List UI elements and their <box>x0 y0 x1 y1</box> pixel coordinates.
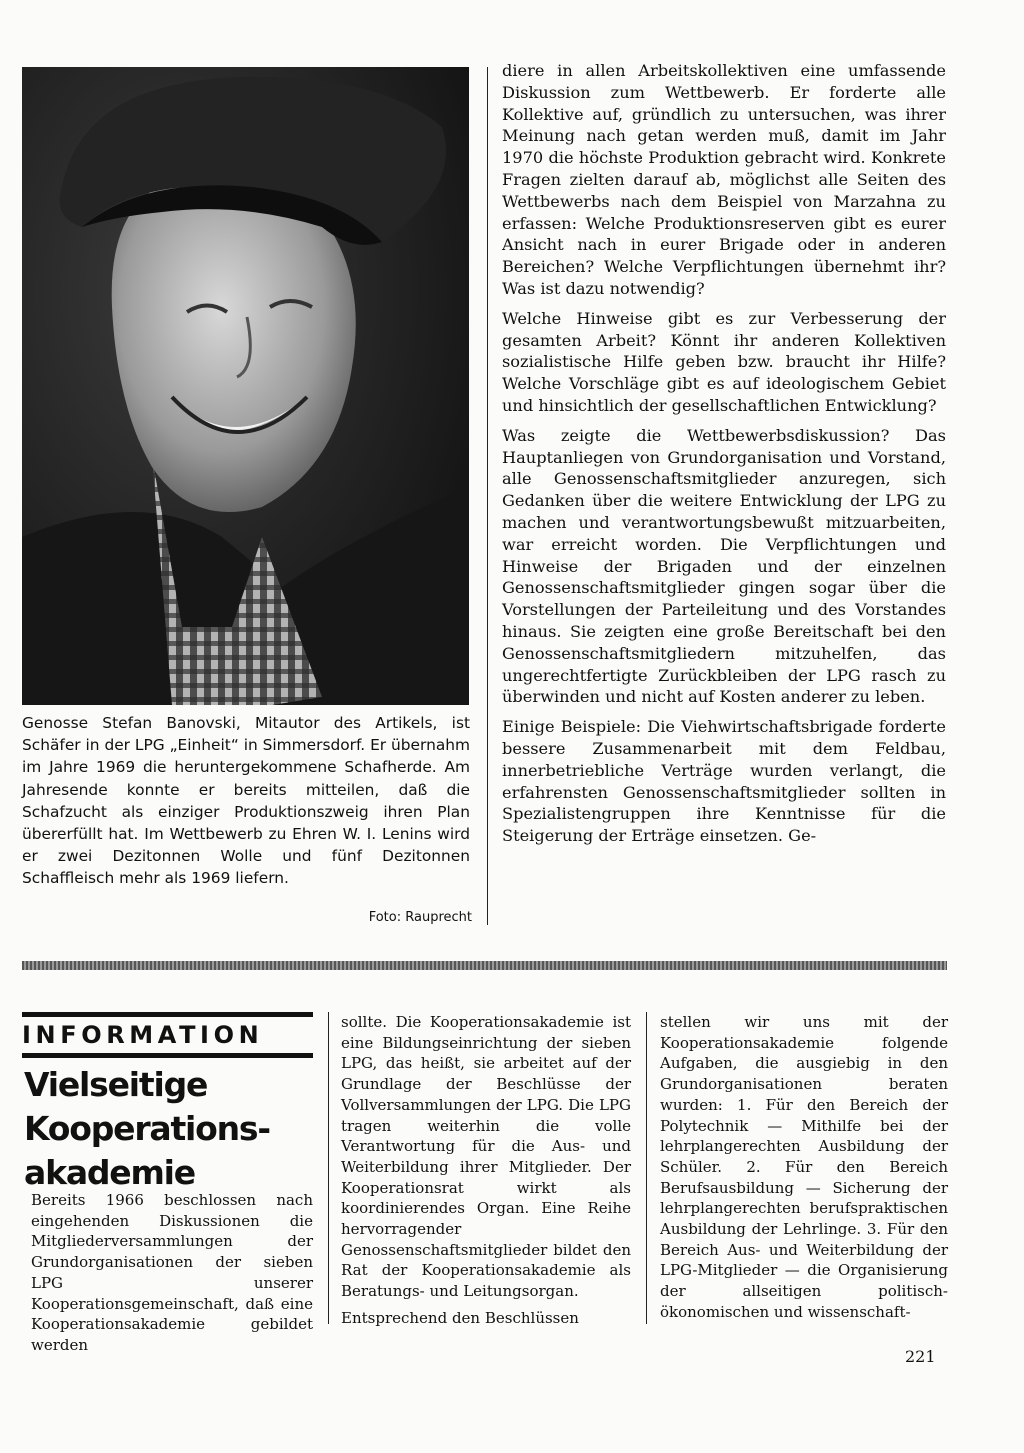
info-column-2 <box>341 1012 631 1335</box>
column-divider <box>328 1012 329 1324</box>
info-paragraph: Bereits 1966 beschlossen nach eingehenden Diskussionen die Mitgliederversammlungen der Grundorganisationen der sieben LPG unserer Kooperationsgemeinschaft, daß eine Kooperationsakademie gebildet werden <box>31 1191 313 1354</box>
article-paragraph: Welche Hinweise gibt es zur Verbesserung der gesamten Arbeit? Könnt ihr anderen Kollektiven sozialistische Hilfe geben bzw. braucht ihr Hilfe? Welche Vorschläge gibt es auf ideologischem Gebiet und hinsichtlich der gesellschaftlichen Entwicklung? <box>502 308 946 415</box>
headline-line: Vielseitige <box>24 1065 208 1104</box>
photo-caption-text: Genosse Stefan Banovski, Mitautor des Artikels, ist Schäfer in der LPG „Einheit“ in Simmersdorf. Er übernahm im Jahre 1969 die heruntergekommene Schafherde. Am Jahresende konnte er bereits mitteilen, daß die Schafzucht als einziger Produktionszweig ihren Plan übererfüllt hat. Im Wettbewerb zu Ehren W. I. Lenins wird er zwei Dezitonnen Wolle und fünf Dezitonnen Schaffleisch mehr als 1969 liefern. <box>22 714 470 888</box>
article-paragraph: Einige Beispiele: Die Viehwirtschaftsbrigade forderte bessere Zusammenarbeit mit dem Feldbau, innerbetriebliche Verträge wurden verlangt, die erfahrensten Genossenschaftsmitglieder sollten in Spezialistengruppen ihre Kenntnisse für die Steigerung der Erträge einsetzen. Ge- <box>502 717 946 846</box>
info-paragraph: sollte. Die Kooperationsakademie ist eine Bildungseinrichtung der sieben LPG, das heißt, sie arbeitet auf der Grundlage der Beschlüsse der Vollversammlungen der LPG. Die LPG tragen weiterhin die volle Verantwortung für die Aus- und Weiterbildung ihrer Mitglieder. Der Kooperationsrat wirkt als koordinierendes Organ. Eine Reihe hervorragender Genossenschaftsmitglieder bildet den Rat der Kooperationsakademie als Beratungs- und Leitungsorgan. <box>341 1013 631 1301</box>
info-column-1 <box>31 1190 313 1362</box>
section-separator <box>22 961 947 970</box>
column-divider-top <box>487 67 488 925</box>
info-paragraph: Entsprechend den Beschlüssen <box>341 1308 579 1327</box>
article-column <box>502 60 946 855</box>
information-label: INFORMATION <box>22 1012 313 1058</box>
info-column-3 <box>660 1012 948 1329</box>
column-divider <box>646 1012 647 1324</box>
info-paragraph: stellen wir uns mit der Kooperationsakademie folgende Aufgaben, die ausgiebig in den Grundorganisationen beraten wurden: 1. Für den Bereich der Polytechnik — Mithilfe bei der lehrplangerechten Ausbildung der Schüler. 2. Für den Bereich Berufsausbildung — Sicherung der lehrplangerechten berufspraktischen Ausbildung der Lehrlinge. 3. Für den Bereich Aus- und Weiterbildung der LPG-Mitglieder — die Organisierung der allseitigen politisch-ökonomischen und wissenschaft- <box>660 1013 948 1321</box>
article-paragraph: Was zeigte die Wettbewerbsdiskussion? Das Hauptanliegen von Grundorganisation und Vorstand, alle Genossenschaftsmitglieder anzuregen, sich Gedanken über die weitere Entwicklung der LPG zu machen und verantwortungsbewußt mitzuarbeiten, war erreicht worden. Die Verpflichtungen und Hinweise der Brigaden und der einzelnen Genossenschaftsmitglieder gingen sogar über die Vorstellungen der Parteileitung und des Vorstandes hinaus. Sie zeigten eine große Bereitschaft bei den Genossenschaftsmitgliedern mitzuhelfen, das ungerechtfertigte Zurückbleiben der LPG rasch zu überwinden und nicht auf Kosten anderer zu leben. <box>502 425 946 707</box>
headline-line: akademie <box>24 1153 195 1192</box>
photo-credit: Foto: Rauprecht <box>368 910 472 925</box>
portrait-photo <box>22 67 469 705</box>
page-number: 221 <box>905 1347 936 1366</box>
article-paragraph: diere in allen Arbeitskollektiven eine umfassende Diskussion zum Wettbewerb. Er forderte alle Kollektive auf, gründlich zu untersuchen, was ihrer Meinung nach getan werden muß, damit im Jahr 1970 die höchste Produktion gebracht wird. Konkrete Fragen zielten darauf ab, möglichst alle Seiten des Wettbewerbs nach dem Beispiel von Marzahna zu erfassen: Welche Produktionsreserven gibt es eurer Ansicht nach in eurer Brigade oder in anderen Bereichen? Welche Verpflichtungen übernehmt ihr? Was ist dazu notwendig? <box>502 61 946 298</box>
portrait-image <box>22 67 469 705</box>
headline-line: Kooperations- <box>24 1109 270 1148</box>
photo-caption <box>22 712 470 890</box>
info-headline <box>24 1063 316 1195</box>
